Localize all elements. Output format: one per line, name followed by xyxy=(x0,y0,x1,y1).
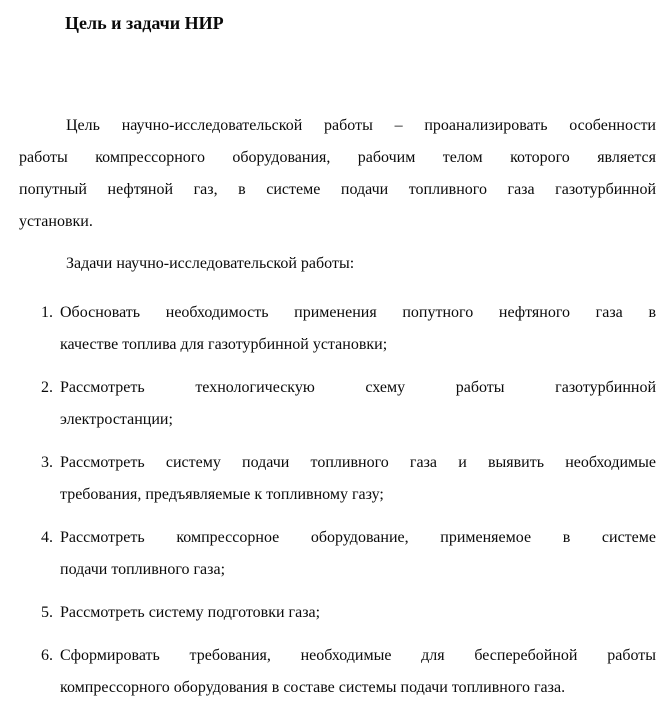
paragraph-line: Цель научно-исследовательской работы – проанализировать особенности xyxy=(66,117,656,134)
list-item-text xyxy=(60,597,656,629)
paragraph-line: работы компрессорного оборудования, рабочим телом которого является xyxy=(19,149,656,166)
paragraph-line: качестве топлива для газотурбинной установки; xyxy=(60,336,388,353)
paragraph-line: Рассмотреть компрессорное оборудование, применяемое в системе xyxy=(60,529,656,546)
list-item-number: 5. xyxy=(41,604,53,621)
page-title: Цель и задачи НИР xyxy=(65,13,224,33)
list-item-number: 3. xyxy=(41,454,53,471)
paragraph-line: Обосновать необходимость применения попутного нефтяного газа в xyxy=(60,304,656,321)
list-item xyxy=(19,640,656,701)
list-item-number: 2. xyxy=(41,379,53,396)
tasks-intro-paragraph xyxy=(19,248,656,280)
paragraph-line: электростанции; xyxy=(60,411,173,428)
paragraph-line: требования, предъявляемые к топливному газу; xyxy=(60,486,384,503)
list-item xyxy=(19,297,656,361)
list-item xyxy=(19,522,656,586)
paragraph-line: Сформировать требования, необходимые для бесперебойной работы xyxy=(60,647,656,664)
list-item-text xyxy=(60,522,656,586)
list-item-text xyxy=(60,447,656,511)
list-item xyxy=(19,597,656,629)
paragraph-line: попутный нефтяной газ, в системе подачи топливного газа газотурбинной xyxy=(19,181,656,198)
paragraph-line: установки. xyxy=(19,213,93,230)
list-item-text xyxy=(60,640,656,701)
list-item-number: 1. xyxy=(41,304,53,321)
paragraph-line: Рассмотреть систему подачи топливного газа и выявить необходимые xyxy=(60,454,656,471)
list-item-text xyxy=(60,372,656,436)
list-item-number: 4. xyxy=(41,529,53,546)
paragraph-line: подачи топливного газа; xyxy=(60,561,226,578)
list-item xyxy=(19,447,656,511)
goal-paragraph xyxy=(19,110,656,238)
paragraph-line: компрессорного оборудования в составе системы подачи топливного газа. xyxy=(60,679,566,696)
paragraph-line: Рассмотреть технологическую схему работы газотурбинной xyxy=(60,379,656,396)
list-item-number: 6. xyxy=(41,647,53,664)
paragraph-line: Задачи научно-исследовательской работы: xyxy=(66,255,355,272)
paragraph-line: Рассмотреть систему подготовки газа; xyxy=(60,604,321,621)
tasks-list xyxy=(19,297,656,701)
list-item-text xyxy=(60,297,656,361)
list-item xyxy=(19,372,656,436)
